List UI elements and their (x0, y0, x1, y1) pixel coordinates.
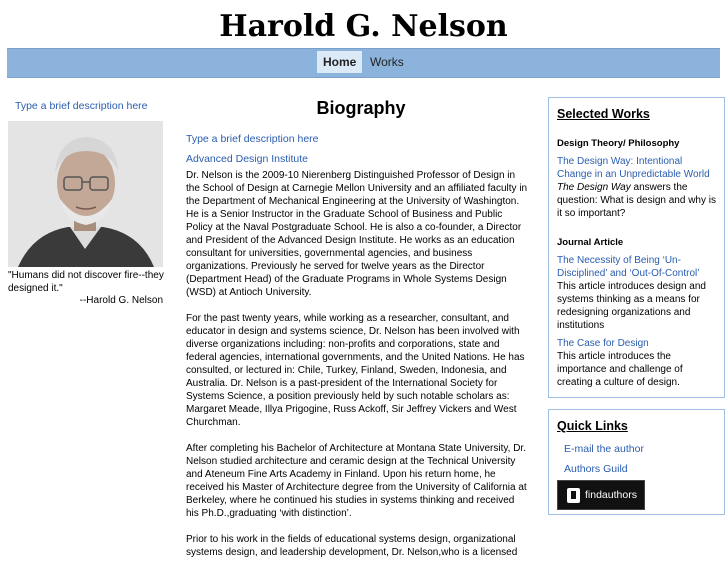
bio-paragraph: After completing his Bachelor of Architecture at Montana State University, Dr. Nelson studied architecture and ceramic design at the Technical University and Ateneum Fine Arts Academy in Finland. Upon his return home, he received his Master of Architecture degree from the University of California at Berkeley, where he continued his studies in systems thinking and received his Ph.D.,graduating ‘with distinction’. (186, 443, 527, 519)
author-portrait (8, 121, 163, 267)
nav-home[interactable]: Home (317, 51, 362, 73)
email-author-link[interactable]: E-mail the author (564, 443, 644, 455)
left-description-link[interactable]: Type a brief description here (15, 100, 148, 112)
page-heading: Biography (316, 98, 406, 118)
main-navigation (7, 48, 720, 78)
quick-links-box (548, 409, 725, 515)
nav-works[interactable]: Works (370, 55, 404, 69)
selected-works-box (548, 97, 725, 398)
quick-links-title: Quick Links (557, 419, 628, 433)
work-link-design-way[interactable]: The Design Way: Intentional Change in an Unpredictable World (557, 156, 710, 180)
work-description-necessity: This article introduces design and systems thinking as a means for redesigning organizations and institutions (557, 281, 706, 331)
main-description-link[interactable]: Type a brief description here (186, 133, 319, 145)
work-title-italic: The Design Way (557, 182, 631, 193)
quote-attribution: --Harold G. Nelson (79, 295, 163, 306)
bio-paragraph: Prior to his work in the fields of educational systems design, organizational systems design, and leadership development, Dr. Nelson,who is a licensed (186, 534, 518, 558)
authors-guild-link[interactable]: Authors Guild (564, 463, 628, 475)
site-title: Harold G. Nelson (219, 9, 508, 44)
works-category-design-theory: Design Theory/ Philosophy (557, 138, 680, 149)
bio-paragraph: For the past twenty years, while working as a researcher, consultant, and educator in design and systems science, Dr. Nelson has been involved with diverse organizations including: non-profits and corporations, state and federal agencies, international governments, and the United Nations. He has consulted, or lectured in: Chile, Turkey, Finland, Sweden, Indonesia, and Australia. Dr. Nelson is a past-president of the International Society for Systems Science, a position previously held by such notable scholars as: Margaret Meade, Illya Prigogine, Russ Ackoff, Sir Jeffrey Vickers and West Churchman. (186, 313, 525, 428)
work-link-necessity[interactable]: The Necessity of Being ‘Un-Disciplined’ and ‘Out-Of-Control’ (557, 255, 700, 279)
findauthors-badge[interactable] (557, 480, 645, 510)
findauthors-label: findauthors (585, 489, 637, 501)
selected-works-title: Selected Works (557, 107, 650, 121)
work-description-design-way (557, 181, 720, 220)
author-quote: "Humans did not discover fire--they designed it." (8, 270, 164, 294)
work-description-case-for-design: This article introduces the importance and challenge of creating a culture of design. (557, 351, 683, 388)
bio-paragraph: Dr. Nelson is the 2009-10 Nierenberg Distinguished Professor of Design in the School of Design at Carnegie Mellon University and an affiliated faculty in the Department of Mechanical Engineering at the University of Washington. He is a Senior Instructor in the Graduate School of Business and Public Policy at the Naval Postgraduate School. He is also a co-founder, a Director and President of the Advanced Design Institute. He works as an education consultant for universities, governmental agencies, and business organizations. Previously he served for twelve years as the Director (Department Head) of the Graduate Programs in Whole Systems Design (WSD) at Antioch University. (186, 170, 528, 298)
works-category-journal: Journal Article (557, 237, 624, 248)
advanced-design-institute-link[interactable]: Advanced Design Institute (186, 153, 308, 165)
book-icon (567, 488, 580, 503)
work-description-text: answers the question: What is design and why is it so important? (557, 182, 716, 219)
work-link-case-for-design[interactable]: The Case for Design (557, 338, 649, 349)
biography-text (186, 169, 529, 572)
